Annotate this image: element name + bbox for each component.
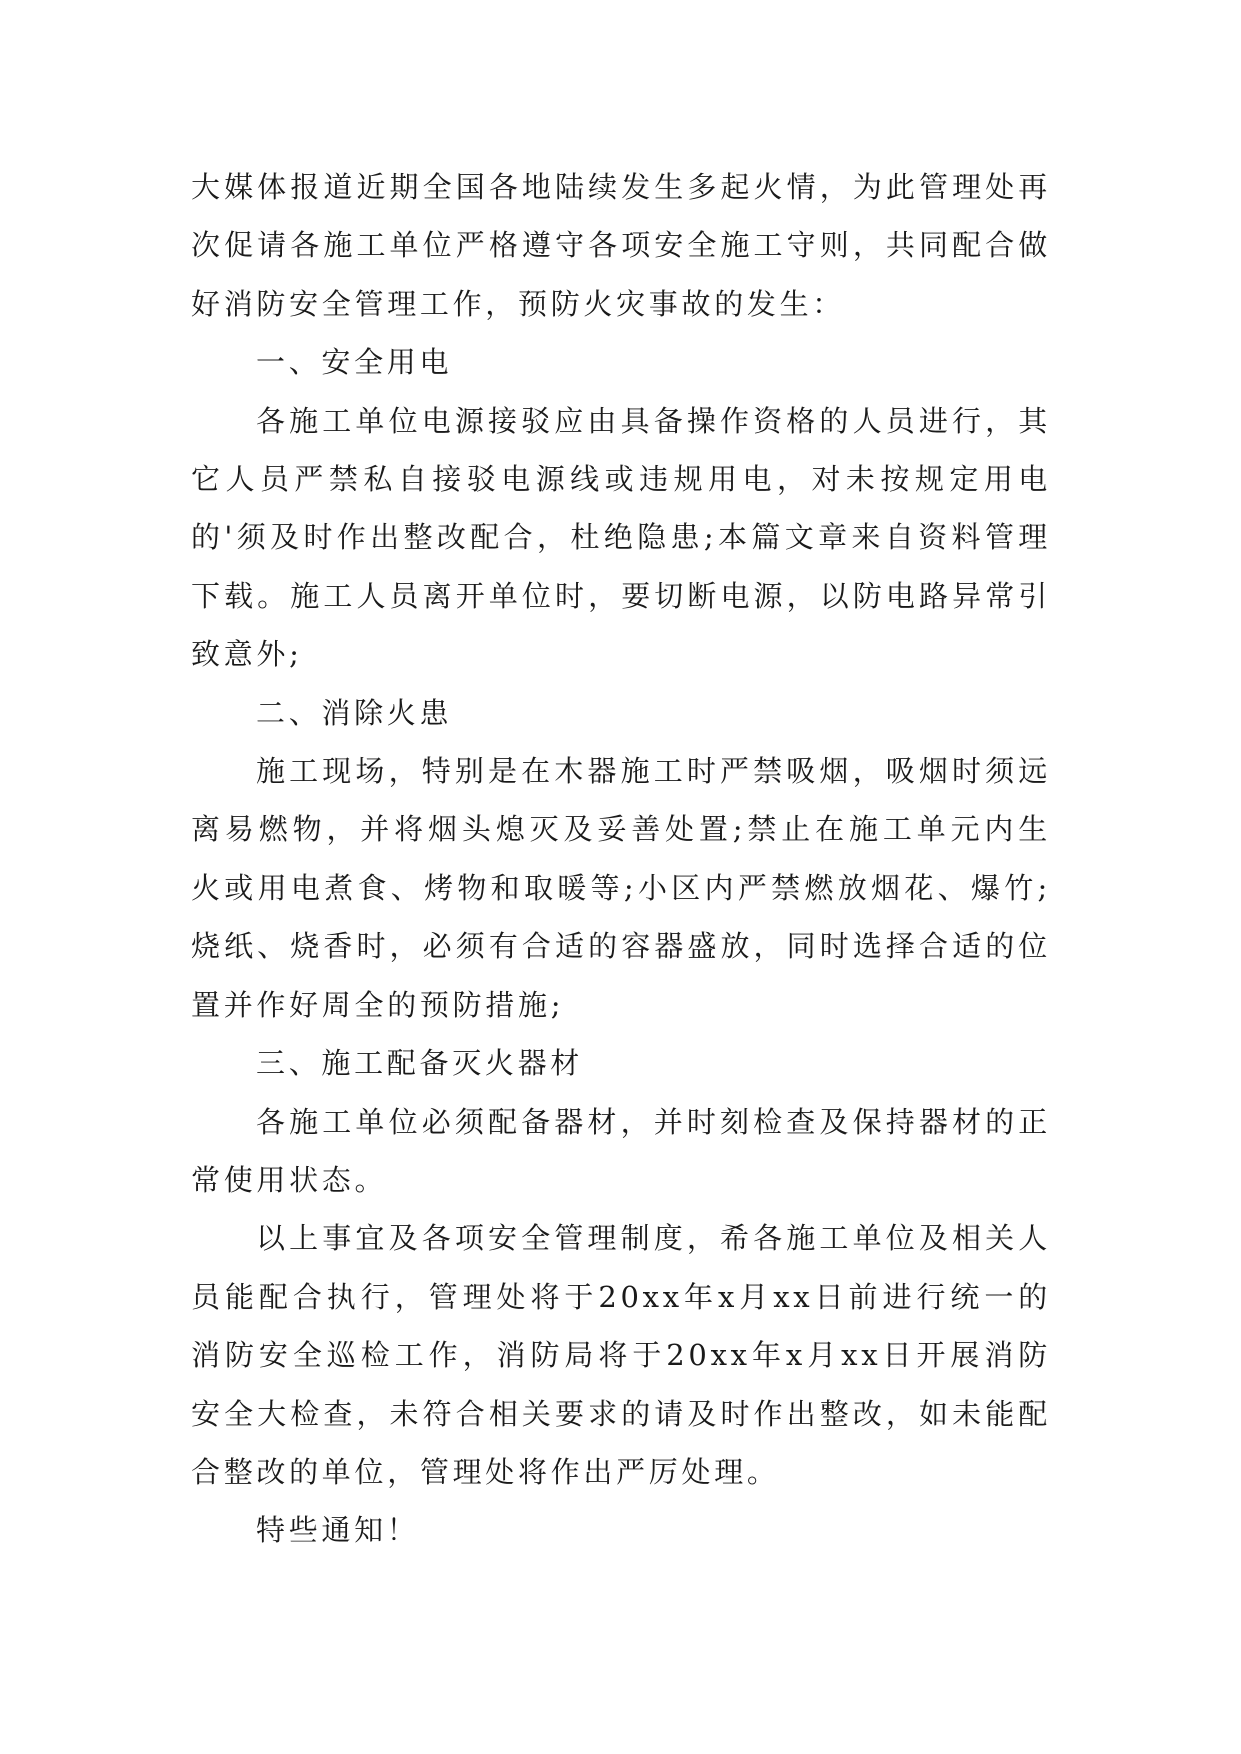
section-heading-fire-hazards: 二、消除火患 bbox=[256, 695, 453, 730]
fire-hazards-paragraph: 施工现场，特别是在木器施工时严禁吸烟，吸烟时须远离易燃物，并将烟头熄灭及妥善处置;禁止在施工单元内生火或用电煮食、烤物和取暖等;小区内严禁燃放烟花、爆竹;烧纸、烧香时，必须有合适的容器盛放，同时选择合适的位置并作好周全的预防措施; bbox=[191, 754, 1051, 1022]
document-body bbox=[191, 158, 1051, 1560]
notice-signoff: 特些通知！ bbox=[256, 1513, 420, 1548]
closing-paragraph: 以上事宜及各项安全管理制度，希各施工单位及相关人员能配合执行，管理处将于20xx年x月xx日前进行统一的消防安全巡检工作，消防局将于20xx年x月xx日开展消防安全大检查，未符合相关要求的请及时作出整改，如未能配合整改的单位，管理处将作出严厉处理。 bbox=[191, 1221, 1051, 1489]
electricity-paragraph: 各施工单位电源接驳应由具备操作资格的人员进行，其它人员严禁私自接驳电源线或违规用电，对未按规定用电的'须及时作出整改配合，杜绝隐患;本篇文章来自资料管理下载。施工人员离开单位时，要切断电源，以防电路异常引致意外; bbox=[191, 403, 1051, 672]
fire-equipment-paragraph: 各施工单位必须配备器材，并时刻检查及保持器材的正常使用状态。 bbox=[191, 1104, 1051, 1197]
section-heading-fire-equipment: 三、施工配备灭火器材 bbox=[256, 1046, 584, 1081]
intro-paragraph: 大媒体报道近期全国各地陆续发生多起火情，为此管理处再次促请各施工单位严格遵守各项安全施工守则，共同配合做好消防安全管理工作，预防火灾事故的发生： bbox=[191, 170, 1051, 321]
section-heading-electricity: 一、安全用电 bbox=[256, 345, 453, 380]
